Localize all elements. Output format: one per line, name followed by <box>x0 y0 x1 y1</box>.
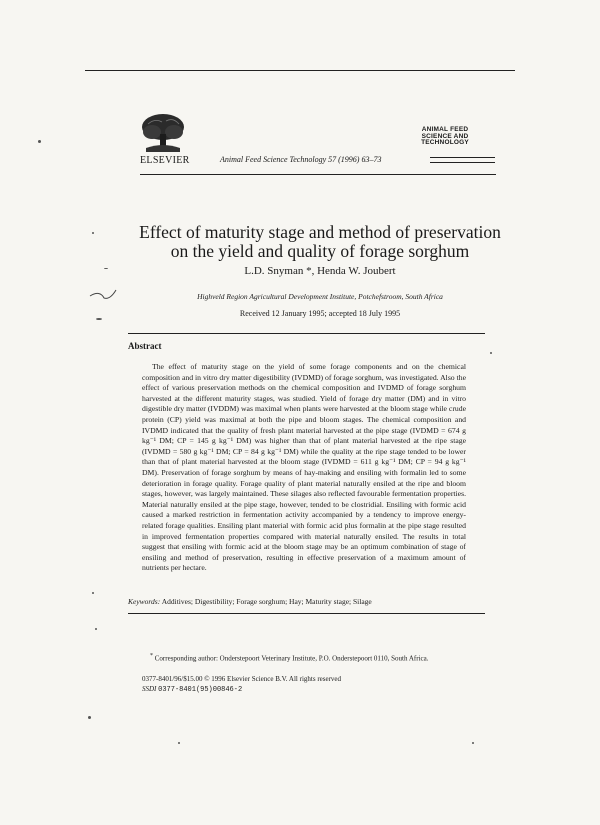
abstract-line: chemical composition and IVDMD indicated that the quality of fresh plant material harvested at <box>142 414 467 435</box>
abstract-top-rule <box>128 333 485 334</box>
scan-speck <box>95 628 97 630</box>
abstract-line: per hectare. <box>170 563 207 573</box>
article-title-line-1: Effect of maturity stage and method of preservation <box>139 222 501 242</box>
ssdi-line <box>142 684 502 695</box>
abstract-line: forage sorghum harvested at the different maturity stages, was studied. Yield of forage dry matter <box>142 383 466 403</box>
abstract-line: (IVDMD = 611 g kg⁻¹ DM; CP = 94 g kg⁻¹ DM). Preservation of forage sorghum by means of <box>142 457 466 477</box>
copyright-line: 0377-8401/96/$15.00 © 1996 Elsevier Science B.V. All rights reserved <box>142 675 342 683</box>
abstract-line: These silages also reflected favourable fermentation properties. Material naturally ensiled at the <box>142 489 466 509</box>
abstract-line: ensiling with formic acid at the bloom stage may be an optimum combination of stage of ensiling <box>142 542 466 562</box>
abstract-line: (DM) and in vitro digestible dry matter (IVDDM) was maximal when plants were harvested at the <box>142 393 466 414</box>
scan-speck <box>92 592 94 594</box>
header-rule-bottom <box>140 174 496 175</box>
abstract-line: and method of preservation, resulting in effective preservation of a maximum amount of nutrients <box>142 552 466 573</box>
scan-speck <box>490 352 492 354</box>
keywords <box>128 597 488 606</box>
abstract-heading: Abstract <box>128 341 162 351</box>
scan-speck <box>96 318 102 320</box>
abstract-line: pipe stage, however, tended to be clostridial. Ensiling with formic acid caused a marked restriction <box>142 499 466 520</box>
abstract-line: composition and in vitro dry matter digestibility (IVDMD) of forage sorghum, was investigated. <box>142 372 441 382</box>
journal-name-line-1: ANIMAL FEED <box>421 126 469 133</box>
abstract-line: in fermentation activity accompanied by a tendency to improve energy-related forage qualities. <box>142 510 466 530</box>
keywords-label: Keywords: <box>128 597 161 606</box>
scan-speck <box>104 268 108 269</box>
journal-name <box>412 127 478 147</box>
journal-citation: Animal Feed Science Technology 57 (1996) 63–73 <box>220 155 382 164</box>
scan-speck <box>178 742 180 744</box>
abstract-line: material harvested at the ripe stage (IVDMD = 580 g kg⁻¹ DM; CP = 84 g kg⁻¹ DM) while the <box>142 436 467 456</box>
scan-speck <box>92 232 94 234</box>
top-rule <box>85 70 515 71</box>
abstract-body <box>142 362 466 574</box>
article-title-line-2: on the yield and quality of forage sorghum <box>170 241 470 261</box>
abstract-line: quality at the ripe stage tended to be lower than that of plant material harvested at the bloom stage <box>142 446 466 467</box>
abstract-line: bloom stage while crude protein (CP) yield was maximal at both the pipe and bloom stages. The <box>142 404 466 424</box>
publisher-name: ELSEVIER <box>140 155 190 166</box>
scan-speck <box>38 140 41 143</box>
header-rule-right-1 <box>430 157 495 158</box>
journal-name-line-2: SCIENCE AND <box>421 132 469 140</box>
footnote-mark: * <box>150 653 153 659</box>
abstract-line: Also the effect of various preservation methods on the chemical composition and IVDMD of <box>142 372 466 393</box>
abstract-line: hay-making and ensiling with formalin led to some deterioration in forage quality. Forage quality <box>142 467 466 488</box>
abstract-line: fermentation properties compared with material naturally ensiled. The results in total suggest that <box>142 531 466 552</box>
authors: L.D. Snyman *, Henda W. Joubert <box>244 265 396 277</box>
abstract-line: of plant material naturally ensiled at the ripe and bloom stages, however, was largely maintained. <box>142 478 466 499</box>
scan-speck <box>88 716 91 719</box>
copyright-block <box>142 674 502 695</box>
keywords-text: Additives; Digestibility; Forage sorghum; Hay; Maturity stage; Silage <box>161 597 372 606</box>
ssdi-code: 0377-8401(95)00846-2 <box>158 686 243 694</box>
elsevier-tree-logo <box>140 112 186 154</box>
footnote-text: Corresponding author: Onderstepoort Veterinary Institute, P.O. Onderstepoort 0110, South Africa. <box>154 654 429 663</box>
keywords-bottom-rule <box>128 613 485 614</box>
corresponding-author-footnote <box>150 653 510 662</box>
abstract-line: Ensiling plant material with formic acid plus formalin at the pipe stage resulted in improved <box>142 520 467 541</box>
header-rule-right-2 <box>430 162 495 163</box>
scan-speck <box>472 742 474 744</box>
abstract-line: The effect of maturity stage on the yield of some forage components and on the chemical <box>152 362 466 371</box>
affiliation: Highveld Region Agricultural Development Institute, Potchefstroom, South Africa <box>197 292 443 301</box>
received-dates: Received 12 January 1995; accepted 18 July 1995 <box>239 309 401 318</box>
scan-mark-left <box>88 282 118 302</box>
ssdi-label: SSDI <box>142 685 157 693</box>
abstract-line: the pipe stage (IVDMD = 674 g kg⁻¹ DM; CP = 145 g kg⁻¹ DM) was higher than that of plant <box>142 425 466 446</box>
journal-name-line-3: TECHNOLOGY <box>421 139 469 146</box>
